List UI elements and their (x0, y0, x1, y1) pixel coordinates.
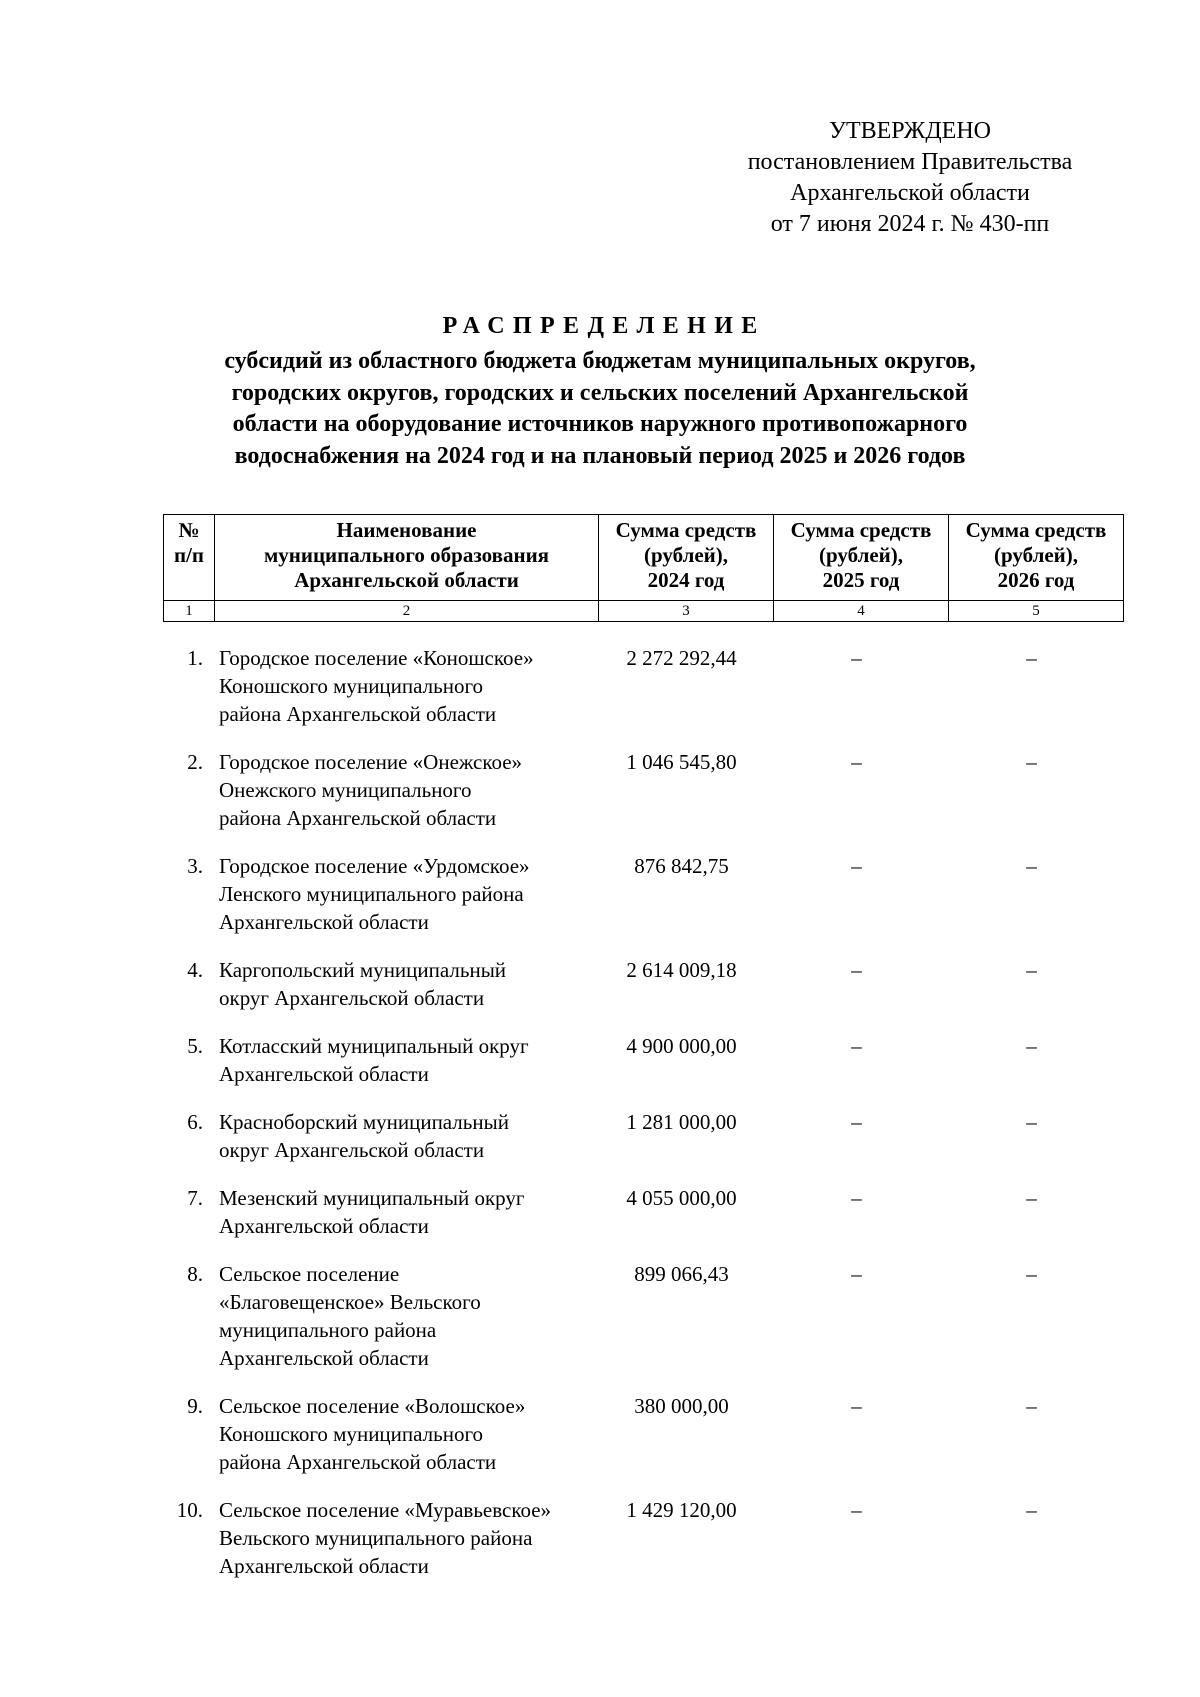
row-number: 5. (187, 1034, 203, 1058)
header-row (164, 515, 1124, 601)
column-number: 1 (164, 601, 215, 622)
header-text: № (178, 518, 200, 542)
municipality-name-line: Коношского муниципального (219, 674, 484, 698)
header-cell-name (215, 515, 599, 601)
amount-2025: – (851, 1498, 862, 1522)
municipality-name (219, 1184, 594, 1240)
table-row (163, 1260, 1130, 1372)
title-heading: РАСПРЕДЕЛЕНИЕ (442, 313, 766, 339)
municipality-name-line: Коношского муниципального (219, 1422, 484, 1446)
table-row (163, 852, 1130, 936)
amount-2026: – (1026, 854, 1037, 878)
row-number: 10. (176, 1498, 203, 1522)
amount-2024: 380 000,00 (634, 1394, 729, 1418)
amount-2025: – (851, 1186, 862, 1210)
table-row (163, 1032, 1130, 1088)
municipality-name-line: Онежского муниципального (219, 778, 472, 802)
approval-line-2: постановлением Правительства (747, 149, 1073, 175)
municipality-name-line: Архангельской области (219, 1346, 429, 1370)
amount-2025: – (851, 750, 862, 774)
amount-2026: – (1026, 958, 1037, 982)
municipality-name-line: округ Архангельской области (219, 1138, 485, 1162)
approval-line-3: Архангельской области (790, 180, 1030, 206)
municipality-name-line: Сельское поселение «Волошское» (219, 1394, 526, 1418)
header-cell-2025 (774, 515, 949, 601)
amount-2025: – (851, 958, 862, 982)
amount-2025: – (851, 1034, 862, 1058)
table-row (163, 1184, 1130, 1240)
header-text: (рублей), (643, 543, 729, 567)
municipality-name-line: округ Архангельской области (219, 986, 485, 1010)
header-text: 2025 год (822, 568, 900, 592)
municipality-name (219, 1260, 594, 1372)
municipality-name-line: Архангельской области (219, 910, 429, 934)
row-number: 4. (187, 958, 203, 982)
header-text: Наименование (336, 518, 477, 542)
municipality-name-line: Архангельской области (219, 1214, 429, 1238)
amount-2025: – (851, 1110, 862, 1134)
amount-2024: 4 900 000,00 (626, 1034, 737, 1058)
title-subtitle (150, 346, 1050, 472)
row-number: 6. (187, 1110, 203, 1134)
header-cell-2024 (599, 515, 774, 601)
header-text: 2026 год (997, 568, 1075, 592)
municipality-name-line: Городское поселение «Урдомское» (219, 854, 530, 878)
header-text: Сумма средств (965, 518, 1107, 542)
amount-2026: – (1026, 1498, 1037, 1522)
header-cell-number (164, 515, 215, 601)
amount-2024: 2 272 292,44 (626, 646, 737, 670)
header-text: (рублей), (993, 543, 1079, 567)
municipality-name-line: Городское поселение «Коношское» (219, 646, 534, 670)
amount-2026: – (1026, 1186, 1037, 1210)
amount-2026: – (1026, 750, 1037, 774)
column-number: 3 (599, 601, 774, 622)
municipality-name-line: Архангельской области (219, 1062, 429, 1086)
column-number: 5 (949, 601, 1124, 622)
header-cell-2026 (949, 515, 1124, 601)
table-row (163, 1496, 1130, 1580)
column-number-row (164, 601, 1124, 622)
amount-2026: – (1026, 646, 1037, 670)
municipality-name (219, 956, 594, 1012)
municipality-name (219, 1032, 594, 1088)
amount-2026: – (1026, 1110, 1037, 1134)
table-row (163, 644, 1130, 728)
table-row (163, 748, 1130, 832)
municipality-name-line: Каргопольский муниципальный (219, 958, 507, 982)
municipality-name-line: района Архангельской области (219, 1450, 497, 1474)
subtitle-line: водоснабжения на 2024 год и на плановый период 2025 и 2026 годов (234, 442, 966, 469)
municipality-name-line: «Благовещенское» Вельского (219, 1290, 481, 1314)
amount-2026: – (1026, 1394, 1037, 1418)
row-number: 9. (187, 1394, 203, 1418)
municipality-name (219, 852, 594, 936)
column-number: 4 (774, 601, 949, 622)
amount-2024: 2 614 009,18 (626, 958, 737, 982)
document-title (150, 310, 1050, 472)
municipality-name-line: Мезенский муниципальный округ (219, 1186, 525, 1210)
header-text: п/п (173, 543, 205, 567)
row-number: 8. (187, 1262, 203, 1286)
municipality-name-line: Котласский муниципальный округ (219, 1034, 529, 1058)
amount-2024: 4 055 000,00 (626, 1186, 737, 1210)
row-number: 1. (187, 646, 203, 670)
amount-2024: 1 429 120,00 (626, 1498, 737, 1522)
header-text: (рублей), (818, 543, 904, 567)
header-text: Архангельской области (294, 568, 519, 592)
municipality-name-line: Ленского муниципального района (219, 882, 524, 906)
subtitle-line: городских округов, городских и сельских поселений Архангельской (231, 379, 969, 406)
column-number: 2 (215, 601, 599, 622)
approval-block (700, 116, 1120, 240)
municipality-name (219, 1108, 594, 1164)
municipality-name-line: Вельского муниципального района (219, 1526, 533, 1550)
municipality-name (219, 1496, 594, 1580)
header-text: 2024 год (647, 568, 725, 592)
municipality-name (219, 644, 594, 728)
amount-2025: – (851, 646, 862, 670)
amount-2024: 1 046 545,80 (626, 750, 737, 774)
municipality-name-line: Красноборский муниципальный (219, 1110, 509, 1134)
amount-2025: – (851, 1262, 862, 1286)
approval-title: УТВЕРЖДЕНО (828, 118, 992, 144)
table-header (163, 514, 1124, 622)
amount-2024: 899 066,43 (634, 1262, 729, 1286)
municipality-name-line: Сельское поселение (219, 1262, 400, 1286)
amount-2026: – (1026, 1262, 1037, 1286)
table-row (163, 1108, 1130, 1164)
row-number: 3. (187, 854, 203, 878)
subtitle-line: субсидий из областного бюджета бюджетам муниципальных округов, (224, 348, 976, 374)
municipality-name-line: Городское поселение «Онежское» (219, 750, 523, 774)
amount-2024: 876 842,75 (634, 854, 729, 878)
table-row (163, 956, 1130, 1012)
municipality-name (219, 748, 594, 832)
table-body (163, 644, 1130, 1600)
approval-line-4: от 7 июня 2024 г. № 430-пп (770, 211, 1050, 237)
amount-2025: – (851, 854, 862, 878)
row-number: 7. (187, 1186, 203, 1210)
municipality-name (219, 1392, 594, 1476)
header-text: Сумма средств (615, 518, 757, 542)
amount-2025: – (851, 1394, 862, 1418)
table-row (163, 1392, 1130, 1476)
municipality-name-line: района Архангельской области (219, 806, 497, 830)
header-text: Сумма средств (790, 518, 932, 542)
amount-2026: – (1026, 1034, 1037, 1058)
municipality-name-line: Архангельской области (219, 1554, 429, 1578)
municipality-name-line: района Архангельской области (219, 702, 497, 726)
municipality-name-line: муниципального района (219, 1318, 437, 1342)
amount-2024: 1 281 000,00 (626, 1110, 737, 1134)
municipality-name-line: Сельское поселение «Муравьевское» (219, 1498, 552, 1522)
header-text: муниципального образования (263, 543, 550, 567)
row-number: 2. (187, 750, 203, 774)
subtitle-line: области на оборудование источников наружного противопожарного (232, 411, 968, 437)
